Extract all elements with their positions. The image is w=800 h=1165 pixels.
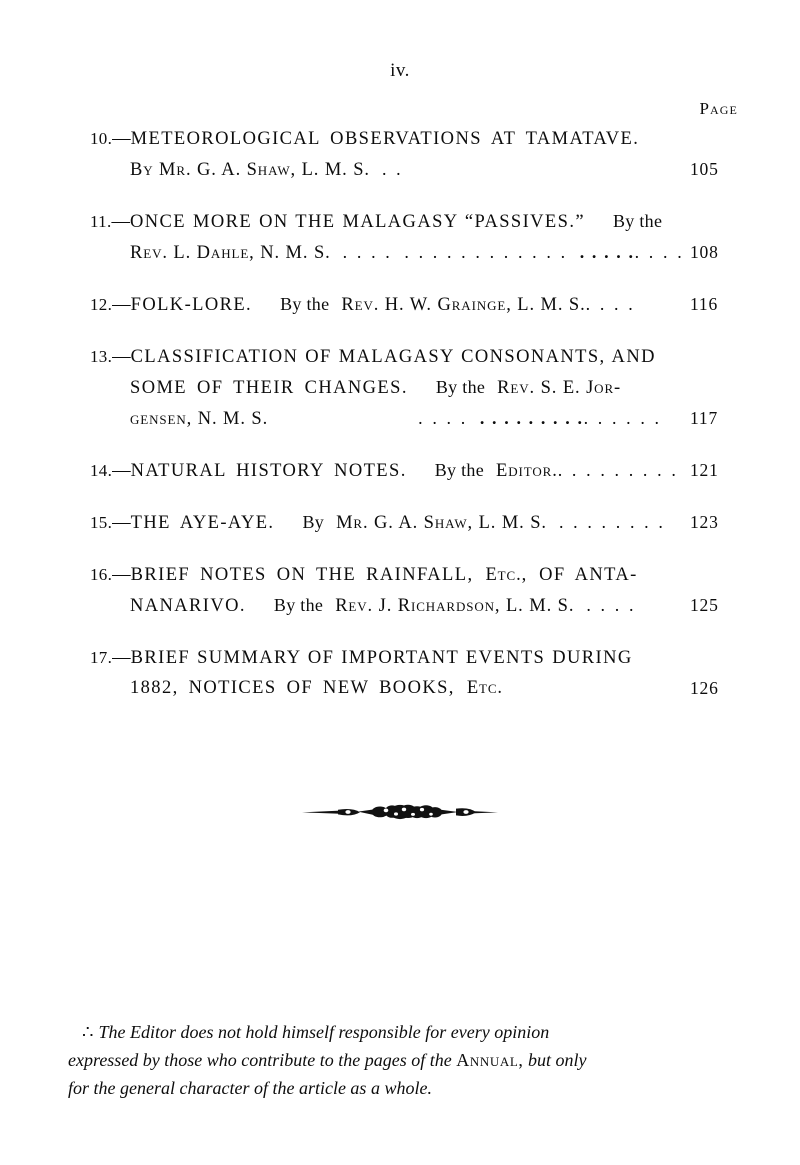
toc-entry <box>90 507 740 538</box>
table-of-contents <box>90 123 740 704</box>
toc-entry-number: 17. <box>90 648 113 667</box>
toc-entry-byline: By the <box>612 211 663 231</box>
toc-entry-line <box>90 403 740 434</box>
toc-entry-line <box>90 590 740 621</box>
publication-name: Annual, <box>456 1050 524 1070</box>
toc-entry-dash: — <box>112 295 131 315</box>
dot-leader: . . <box>381 159 404 179</box>
toc-entry-line <box>90 154 740 185</box>
toc-entry-number: 10. <box>90 129 113 148</box>
toc-entry-number: 15. <box>90 513 113 532</box>
toc-entry-byline: By <box>302 512 325 532</box>
toc-line-body <box>130 590 636 621</box>
toc-entry-dash: — <box>112 513 131 533</box>
toc-entry-title: SOME OF THEIR CHANGES. <box>130 378 408 398</box>
toc-entry-abbrev: Etc. <box>466 678 503 698</box>
toc-line-body <box>90 289 635 320</box>
toc-entry <box>90 289 740 320</box>
toc-entry-line <box>90 123 740 154</box>
toc-entry-author: Editor. <box>496 461 558 481</box>
page-column-header: Page <box>699 99 738 118</box>
toc-entry-title: NANARIVO. <box>130 596 246 616</box>
toc-line-body <box>90 642 633 673</box>
toc-line-body <box>130 673 503 704</box>
toc-entry <box>90 559 740 621</box>
toc-entry-line <box>90 642 740 673</box>
toc-page-number: 125 <box>690 595 719 615</box>
toc-entry-number: 16. <box>90 565 113 584</box>
toc-line-body <box>130 154 403 185</box>
dot-leader: . . . . . . . . . <box>557 460 679 480</box>
toc-line-body <box>90 507 665 538</box>
toc-entry <box>90 123 740 185</box>
toc-entry-title: BRIEF SUMMARY OF IMPORTANT EVENTS DURING <box>130 648 633 668</box>
toc-entry-dash: — <box>111 212 131 232</box>
dot-leader: . . . . . . . . <box>558 512 666 532</box>
toc-entry-line <box>90 559 740 590</box>
toc-entry-title: ONCE MORE ON THE MALAGASY “PASSIVES.” <box>130 212 585 232</box>
toc-entry-dash: — <box>112 648 131 668</box>
footnote-text: for the general character of the article as a whole. <box>68 1078 432 1098</box>
toc-entry-line <box>90 673 740 704</box>
toc-entry-author: Rev. J. Richardson, L. M. S. <box>335 596 575 616</box>
toc-entry-title: 1882, NOTICES OF NEW BOOKS, <box>130 678 455 698</box>
toc-entry-dash: — <box>112 565 131 585</box>
footnote-line <box>68 1018 732 1046</box>
toc-page-number: 123 <box>690 512 719 532</box>
toc-entry-abbrev: Etc., <box>485 565 528 585</box>
toc-entry-author: Rev. L. Dahle, N. M. S. <box>130 243 331 263</box>
toc-line-body <box>90 206 662 237</box>
toc-entry-number: 12. <box>90 295 113 314</box>
toc-page-number: 116 <box>690 294 719 314</box>
toc-entry <box>90 206 740 268</box>
dot-leader: . . . . <box>418 408 468 428</box>
dot-leader: . . . . <box>586 595 637 615</box>
footnote-line <box>68 1046 732 1074</box>
toc-line-body <box>130 372 621 403</box>
toc-page-number: 117 <box>690 408 719 428</box>
dot-leader: . . . . . <box>579 242 635 262</box>
toc-entry-dash: — <box>112 347 131 367</box>
footnote-text: The Editor does not hold himself responsible for every opinion <box>98 1022 550 1042</box>
toc-line-body <box>90 559 638 590</box>
toc-entry-title: FOLK-LORE. <box>130 295 253 315</box>
toc-page-number: 121 <box>690 460 719 480</box>
toc-entry-byline: By the <box>434 460 485 480</box>
toc-entry-number: 11. <box>90 212 112 231</box>
toc-entry-author: Rev. S. E. Jor- <box>497 378 622 398</box>
toc-page-number: 126 <box>690 678 719 698</box>
footnote-line <box>68 1074 732 1102</box>
toc-entry-dash: — <box>112 461 131 481</box>
dot-leader: . . . . <box>342 242 393 262</box>
toc-page-number: 105 <box>690 159 719 179</box>
toc-entry <box>90 642 740 704</box>
toc-entry-dash: — <box>112 129 131 149</box>
toc-entry-title: METEOROLOGICAL OBSERVATIONS AT TAMATAVE. <box>130 129 640 149</box>
folio-number: iv. <box>390 60 410 81</box>
toc-entry-line <box>90 206 740 237</box>
ornament-divider <box>0 798 800 831</box>
toc-entry-title-cont: OF ANTA- <box>539 565 638 585</box>
dot-leader: . . . . . . <box>583 408 662 428</box>
toc-line-body <box>90 341 656 372</box>
toc-entry-author: By Mr. G. A. Shaw, L. M. S. <box>130 160 370 180</box>
toc-entry-byline: By the <box>280 294 330 314</box>
fleuron-icon <box>300 798 500 826</box>
toc-entry-number: 14. <box>90 461 113 480</box>
toc-entry-number: 13. <box>90 347 113 366</box>
toc-entry-line <box>90 341 740 372</box>
toc-line-body <box>130 403 662 434</box>
toc-entry-author: Rev. H. W. Grainge, L. M. S. <box>341 295 586 315</box>
toc-entry-author: Mr. G. A. Shaw, L. M. S. <box>336 513 547 533</box>
toc-entry <box>90 455 740 486</box>
toc-line-body <box>90 123 639 154</box>
asterism-icon: ∴ <box>82 1022 94 1042</box>
toc-entry-byline: By the <box>435 377 486 397</box>
dot-leader: . . . . . . . . . . . . <box>404 242 568 262</box>
toc-entry-title: THE AYE-AYE. <box>130 513 275 533</box>
toc-entry-title: NATURAL HISTORY NOTES. <box>130 461 407 481</box>
toc-entry-title: CLASSIFICATION OF MALAGASY CONSONANTS, AND <box>130 347 656 367</box>
toc-entry <box>90 341 740 434</box>
toc-entry-title: BRIEF NOTES ON THE RAINFALL, <box>130 565 474 585</box>
toc-line-body <box>130 237 684 268</box>
dot-leader: . . . . <box>634 242 685 262</box>
dot-leader: . . . . . . . . . <box>479 408 584 428</box>
editor-disclaimer-note <box>68 1018 732 1102</box>
footnote-text: expressed by those who contribute to the pages of the <box>68 1050 452 1070</box>
toc-entry-byline: By the <box>273 595 324 615</box>
toc-page-number: 108 <box>690 242 719 262</box>
toc-line-body <box>90 455 678 486</box>
toc-entry-line <box>90 289 740 320</box>
toc-entry-line <box>90 237 740 268</box>
toc-entry-line <box>90 372 740 403</box>
toc-entry-line <box>90 507 740 538</box>
toc-entry-author: gensen, N. M. S. <box>130 409 269 429</box>
footnote-text: but only <box>527 1050 587 1070</box>
dot-leader: . . . . <box>585 294 636 314</box>
toc-entry-line <box>90 455 740 486</box>
